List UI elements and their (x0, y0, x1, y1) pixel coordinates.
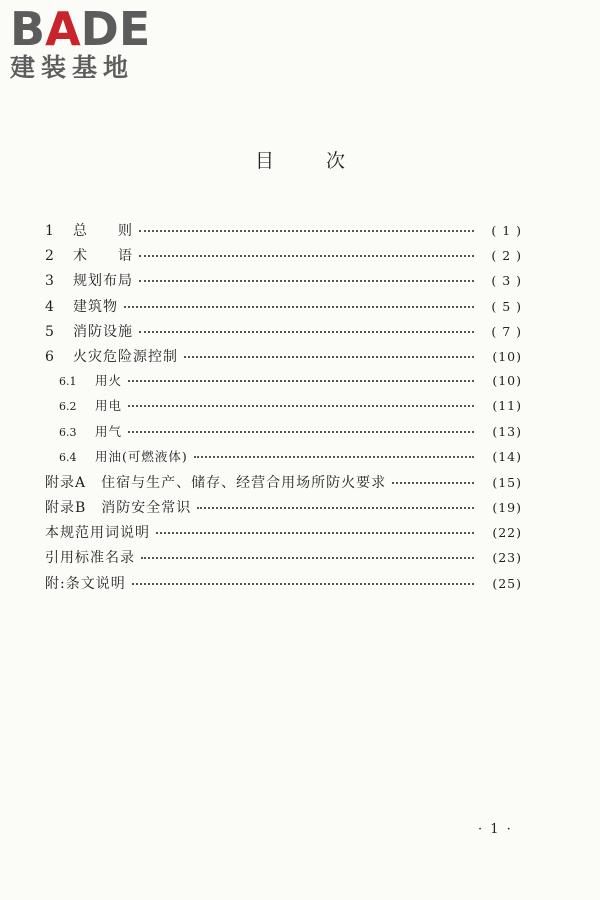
toc-label: 附录B 消防安全常识 (45, 500, 192, 517)
leader-dots (141, 556, 474, 559)
leader-dots (124, 305, 474, 308)
toc-entry-explanation[interactable] (45, 573, 522, 598)
toc-page: (11) (492, 398, 522, 414)
toc-page: (19) (492, 500, 522, 516)
toc-page: ( 5 ) (491, 298, 522, 314)
page-title: 目 次 (254, 150, 346, 172)
toc-page: (10) (492, 348, 522, 364)
toc-page: ( 2 ) (491, 248, 522, 264)
leader-dots (139, 254, 474, 257)
toc-entry[interactable] (45, 245, 522, 270)
toc-page: (13) (492, 423, 522, 439)
toc-subentry[interactable] (45, 396, 522, 421)
toc-page: (22) (492, 525, 522, 541)
toc-entry[interactable] (45, 270, 522, 295)
toc-label: 附:条文说明 (45, 575, 126, 592)
toc-label: 火灾危险源控制 (73, 348, 178, 365)
toc-label: 用油(可燃液体) (95, 448, 188, 464)
toc-page: (15) (492, 474, 522, 490)
leader-dots (184, 355, 474, 358)
toc-entry[interactable] (45, 220, 522, 245)
toc-number: 1 (45, 223, 54, 239)
toc-label: 总 则 (73, 223, 133, 239)
table-of-contents (45, 220, 522, 598)
leader-dots (139, 229, 474, 232)
toc-label: 用电 (95, 398, 123, 414)
toc-entry[interactable] (45, 346, 522, 371)
toc-entry-references[interactable] (45, 547, 522, 572)
leader-dots (139, 330, 474, 333)
logo (10, 2, 185, 82)
toc-number: 6.4 (59, 450, 77, 464)
toc-label: 规划布局 (73, 273, 133, 290)
toc-label: 用火 (95, 373, 123, 389)
leader-dots (128, 379, 474, 382)
toc-subentry[interactable] (45, 422, 522, 447)
toc-number: 5 (45, 323, 54, 340)
toc-number: 4 (45, 298, 54, 315)
toc-label: 建筑物 (73, 298, 118, 315)
toc-page: (23) (492, 550, 522, 566)
leader-dots (128, 430, 474, 433)
leader-dots (132, 582, 474, 585)
leader-dots (139, 279, 474, 282)
toc-page: (25) (492, 575, 522, 591)
toc-page: (14) (492, 448, 522, 464)
leader-dots (392, 481, 474, 484)
toc-page: ( 7 ) (491, 323, 522, 339)
toc-number: 6.2 (59, 400, 77, 414)
leader-dots (194, 455, 474, 458)
logo-accent-letter: A (45, 2, 81, 56)
toc-label: 本规范用词说明 (45, 525, 150, 542)
toc-page: ( 3 ) (491, 273, 522, 289)
toc-label: 附录A 住宿与生产、储存、经营合用场所防火要求 (45, 474, 387, 491)
leader-dots (197, 506, 474, 509)
toc-label: 引用标准名录 (45, 550, 135, 567)
leader-dots (156, 531, 474, 534)
toc-number: 2 (45, 248, 54, 265)
page-number: · 1 · (478, 822, 513, 837)
toc-subentry[interactable] (45, 371, 522, 396)
toc-entry-appendix-a[interactable] (45, 472, 522, 497)
toc-number: 3 (45, 273, 54, 290)
toc-label: 术 语 (73, 248, 133, 265)
toc-entry-wording[interactable] (45, 522, 522, 547)
logo-chinese-text: 建装基地 (10, 53, 135, 82)
toc-label: 消防设施 (73, 323, 133, 340)
toc-label: 用气 (95, 423, 123, 439)
toc-page: (10) (492, 373, 522, 389)
toc-number: 6.3 (59, 425, 77, 439)
toc-entry[interactable] (45, 321, 522, 346)
toc-number: 6.1 (59, 375, 77, 389)
toc-entry-appendix-b[interactable] (45, 497, 522, 522)
logo-wordmark: BADE (10, 2, 151, 56)
toc-page: ( 1 ) (491, 223, 522, 238)
leader-dots (128, 404, 474, 407)
toc-entry[interactable] (45, 296, 522, 321)
toc-subentry[interactable] (45, 447, 522, 472)
toc-number: 6 (45, 348, 54, 365)
